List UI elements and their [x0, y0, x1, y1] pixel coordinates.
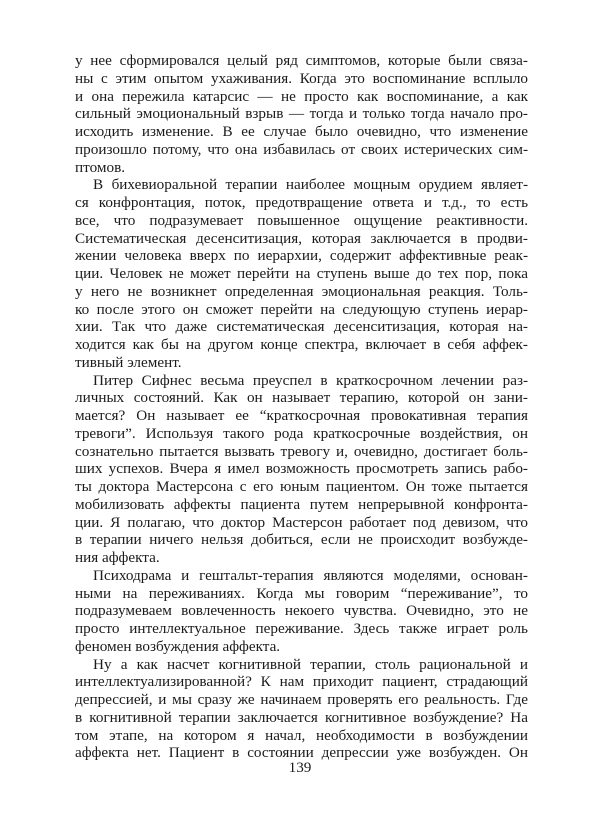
body-text	[75, 52, 528, 762]
text-line: птомов.	[75, 158, 126, 176]
text-line: мобилизовать аффекты пациента путем непрерывной конфронта-	[75, 495, 528, 513]
text-line: ции. Я полагаю, что доктор Мастерсон работает под девизом, что	[75, 513, 528, 531]
text-line: сильный эмоциональный взрыв — тогда и только тогда начало про-	[75, 105, 528, 123]
text-line: ходится как бы на другом конце спектра, включает в себя аффек-	[75, 336, 528, 353]
text-line: ших успехов. Вчера я имел возможность просмотреть запись рабо-	[75, 460, 528, 478]
text-line: мается? Он называет ее “краткосрочная провокативная терапия	[75, 407, 528, 424]
text-line: Питер Сифнес весьма преуспел в краткосрочном лечении раз-	[93, 371, 528, 389]
paragraph	[75, 176, 528, 371]
paragraph	[75, 567, 528, 656]
text-line: том этапе, на котором я начал, необходимости в возбуждении	[75, 726, 528, 744]
text-line: просто интеллектуальное переживание. Здесь также играет роль	[75, 620, 528, 637]
text-line: интеллектуализированной? К нам приходит пациент, страдающий	[75, 673, 528, 691]
text-line: хии. Так что даже систематическая десенситизация, которая на-	[75, 318, 528, 336]
paragraph	[75, 372, 528, 567]
text-line: жении человека вверх по иерархии, содержит аффективные реак-	[75, 247, 528, 265]
text-line: произошло потому, что она избавилась от своих истерических сим-	[75, 140, 528, 158]
paragraph	[75, 656, 528, 763]
text-line: у нее сформировался целый ряд симптомов, которые были связа-	[75, 52, 528, 69]
text-line: ния аффекта.	[75, 549, 160, 566]
text-line: тревоги”. Используя такого рода краткосрочные воздействия, он	[75, 424, 528, 442]
text-line: феномен возбуждения аффекта.	[75, 637, 281, 655]
text-line: ции. Человек не может перейти на ступень выше до тех пор, пока	[75, 265, 528, 282]
page-number: 139	[288, 759, 312, 776]
text-line: подразумеваем вовлеченность некоего чувства. Очевидно, это не	[75, 602, 528, 620]
text-line: Систематическая десенситизация, которая заключается в продви-	[75, 229, 528, 247]
text-line: Ну а как насчет когнитивной терапии, столь рациональной и	[93, 655, 528, 673]
text-line: ны с этим опытом ухаживания. Когда это воспоминание всплыло	[75, 69, 528, 87]
text-line: у него не возникнет определенная эмоциональная реакция. Толь-	[75, 282, 528, 300]
text-line: ными на переживаниях. Когда мы говорим “переживание”, то	[75, 584, 528, 602]
text-line: тивный элемент.	[75, 353, 182, 371]
text-line: ко после этого он сможет перейти на следующую ступень иерар-	[75, 300, 528, 318]
text-line: ты доктора Мастерсона с его юным пациентом. Он тоже пытается	[75, 478, 528, 495]
text-line: в терапии ничего нельзя добиться, если не происходит возбужде-	[75, 531, 528, 549]
text-line: и она пережила катарсис — не просто как воспоминание, а как	[75, 87, 528, 105]
text-line: ся конфронтация, поток, предотвращение ответа и т.д., то есть	[75, 194, 528, 211]
text-line: аффекта нет. Пациент в состоянии депрессии уже возбужден. Он	[75, 744, 528, 762]
text-line: депрессией, и мы сразу же начинаем проверять его реальность. Где	[75, 691, 528, 708]
text-line: все, что подразумевает повышенное ощущение реактивности.	[75, 211, 528, 229]
paragraph	[75, 52, 528, 176]
text-line: Психодрама и гештальт-терапия являются моделями, основан-	[93, 566, 528, 584]
text-line: исходить изменение. В ее случае было очевидно, что изменение	[75, 123, 528, 140]
text-line: В бихевиоральной терапии наиболее мощным орудием являет-	[93, 176, 528, 194]
text-line: личных состояний. Как он называет терапию, которой он зани-	[75, 389, 528, 407]
text-line: в когнитивной терапии заключается когнитивное возбуждение? На	[75, 708, 528, 726]
text-line: сознательно пытается вызвать тревогу и, очевидно, достигает боль-	[75, 442, 528, 460]
